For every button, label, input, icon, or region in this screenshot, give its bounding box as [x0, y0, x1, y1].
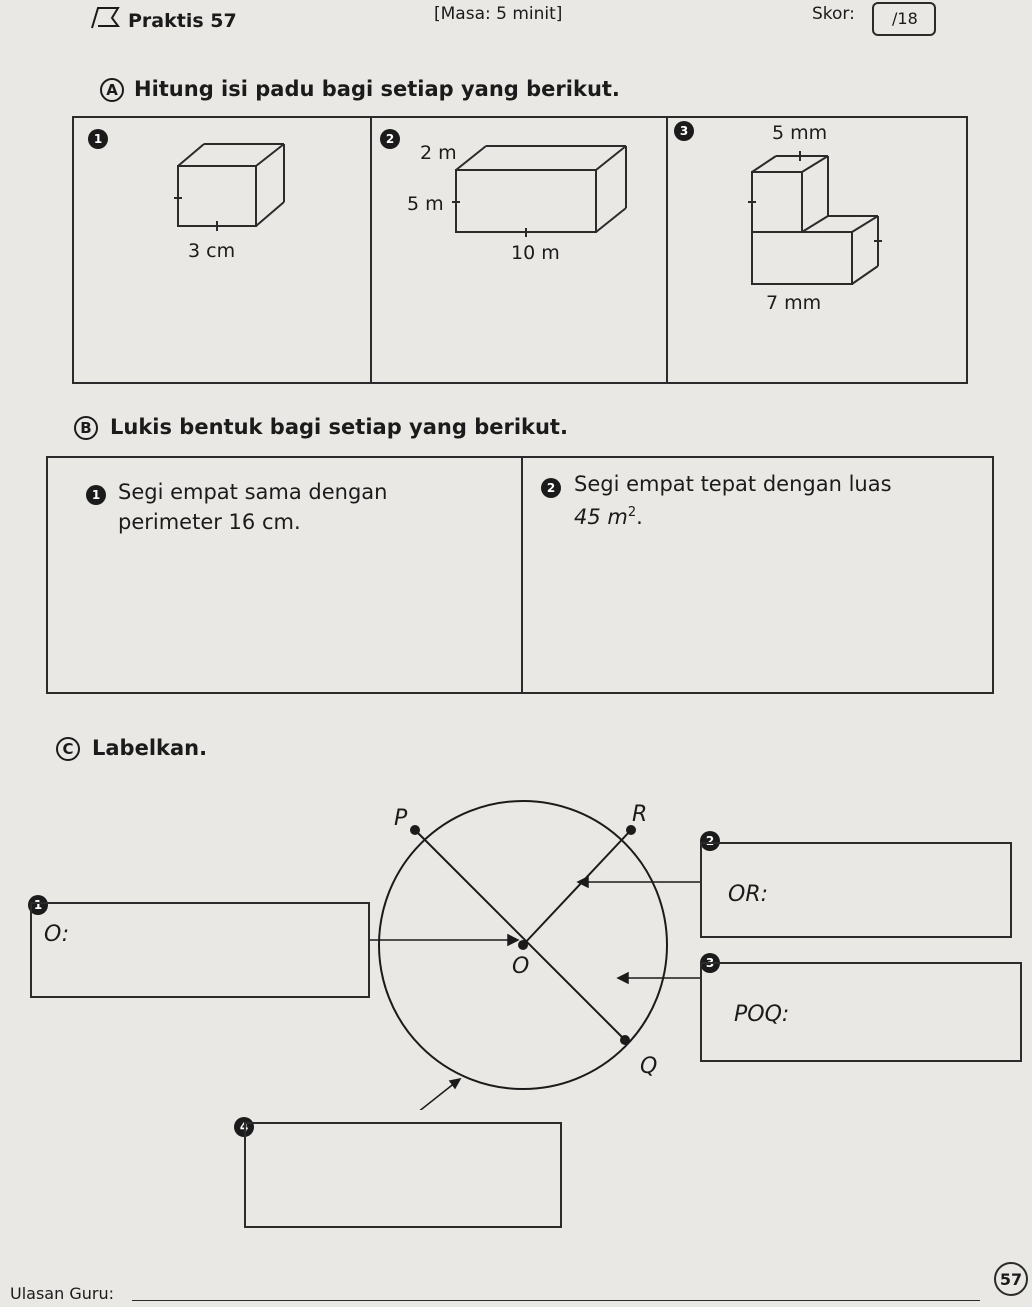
label-1-prompt: O: [44, 922, 70, 947]
flag-icon [88, 4, 122, 32]
page-number: 57 [994, 1262, 1028, 1296]
table-divider [370, 116, 372, 384]
table-divider [666, 116, 668, 384]
composite-solid-diagram [738, 150, 898, 290]
cuboid-diagram [440, 140, 640, 250]
teacher-comment-label: Ulasan Guru: [10, 1284, 114, 1303]
a2-dimension-length: 10 m [511, 242, 560, 264]
b1-text-line2: perimeter 16 cm. [118, 510, 301, 534]
question-a1-number: 1 [88, 128, 108, 149]
label-3-number: 3 [700, 952, 720, 973]
b1-text-line1: Segi empat sama dengan [118, 480, 388, 504]
b2-text-line1: Segi empat tepat dengan luas [574, 472, 892, 496]
label-box-1[interactable] [30, 902, 370, 998]
a2-dimension-width: 2 m [420, 142, 457, 164]
question-a3-number: 3 [674, 120, 694, 141]
cube-diagram [160, 136, 300, 236]
table-divider [521, 456, 523, 694]
score-box[interactable] [872, 2, 936, 36]
label-2-number: 2 [700, 830, 720, 851]
time-limit: [Masa: 5 minit] [434, 4, 563, 24]
label-box-2[interactable] [700, 842, 1012, 938]
teacher-comment-line[interactable] [132, 1300, 980, 1301]
b2-text-line2: 45 $m^2$. [574, 505, 643, 529]
label-box-4[interactable] [244, 1122, 562, 1228]
question-a2-number: 2 [380, 128, 400, 149]
section-c-instruction: Labelkan. [92, 736, 208, 760]
section-a-instruction: Hitung isi padu bagi setiap yang berikut. [134, 77, 620, 101]
point-q-label: Q [640, 1054, 658, 1079]
section-b-badge: B [74, 416, 98, 440]
score-label: Skor: [812, 4, 855, 24]
score-value: /18 [892, 9, 918, 28]
label-box-3[interactable] [700, 962, 1022, 1062]
point-o-label: O [512, 954, 530, 979]
point-r-label: R [632, 802, 648, 827]
label-4-number: 4 [234, 1116, 254, 1137]
question-b1-number: 1 [86, 484, 106, 505]
a2-dimension-height: 5 m [407, 193, 444, 215]
label-3-prompt: POQ: [734, 1002, 790, 1027]
section-c-badge: C [56, 737, 80, 761]
a3-dimension-top: 5 mm [772, 122, 828, 144]
label-1-number: 1 [28, 894, 48, 915]
label-2-prompt: OR: [728, 882, 769, 907]
section-b-instruction: Lukis bentuk bagi setiap yang berikut. [110, 415, 568, 439]
worksheet-title: Praktis 57 [128, 10, 237, 32]
a1-dimension: 3 cm [188, 240, 236, 262]
question-b2-number: 2 [541, 477, 561, 498]
point-p-label: P [394, 806, 408, 831]
section-a-badge: A [100, 78, 124, 102]
a3-dimension-bottom: 7 mm [766, 292, 822, 314]
